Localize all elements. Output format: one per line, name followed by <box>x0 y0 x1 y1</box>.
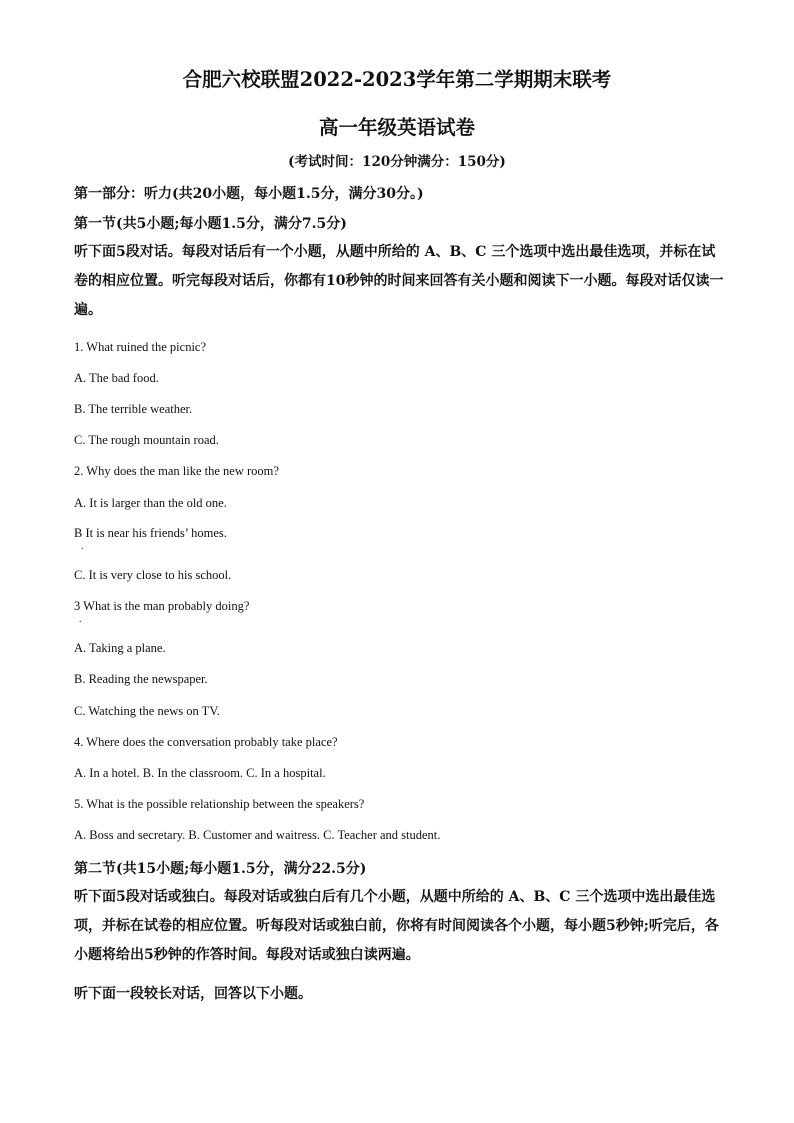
exam-info: (考试时间：120分钟满分：150分) <box>288 154 506 170</box>
options-5: A. Boss and secretary. B. Customer and waitress. C. Teacher and student. <box>74 828 441 842</box>
option-2b: B It is near his friends’ homes. <box>74 526 227 540</box>
section1-heading: 第一节(共5小题;每小题1.5分，满分7.5分) <box>74 216 347 232</box>
stray-dot: . <box>79 614 82 625</box>
question-1: 1. What ruined the picnic? <box>74 340 207 354</box>
option-2c: C. It is very close to his school. <box>74 568 232 582</box>
exam-subtitle: 高一年级英语试卷 <box>318 116 475 139</box>
question-5: 5. What is the possible relationship between the speakers? <box>74 797 365 811</box>
exam-title: 合肥六校联盟2022-2023学年第二学期期末联考 <box>182 68 612 91</box>
section2-lead: 听下面一段较长对话，回答以下小题。 <box>74 986 312 1002</box>
part1-heading: 第一部分：听力(共20小题，每小题1.5分，满分30分。) <box>74 186 424 202</box>
section2-instructions: 听下面5段对话或独白。每段对话或独白后有几个小题，从题中所给的 A、B、C 三个选项中选出最佳选项，并标在试卷的相应位置。听每段对话或独白前，你将有时间阅读各个小题，每小题5秒钟;听完后，各小题将给出5秒钟的作答时间。每段对话或独白读两遍。 <box>74 889 719 963</box>
question-4: 4. Where does the conversation probably take place? <box>74 735 338 749</box>
option-3a: A. Taking a plane. <box>74 641 166 655</box>
option-1b: B. The terrible weather. <box>74 402 193 416</box>
option-3c: C. Watching the news on TV. <box>74 704 220 718</box>
stray-dot: . <box>81 541 84 552</box>
question-2: 2. Why does the man like the new room? <box>74 464 279 478</box>
option-3b: B. Reading the newspaper. <box>74 672 208 686</box>
question-3: 3 What is the man probably doing? <box>74 599 250 613</box>
option-1a: A. The bad food. <box>74 371 159 385</box>
option-2a: A. It is larger than the old one. <box>74 496 227 510</box>
section2-heading: 第二节(共15小题;每小题1.5分，满分22.5分) <box>74 861 367 877</box>
option-1c: C. The rough mountain road. <box>74 433 219 447</box>
options-4: A. In a hotel. B. In the classroom. C. In a hospital. <box>74 766 326 780</box>
section1-instructions: 听下面5段对话。每段对话后有一个小题，从题中所给的 A、B、C 三个选项中选出最佳选项，并标在试卷的相应位置。听完每段对话后，你都有10秒钟的时间来回答有关小题和阅读下一小题。每段对话仅读一遍。 <box>74 244 724 318</box>
